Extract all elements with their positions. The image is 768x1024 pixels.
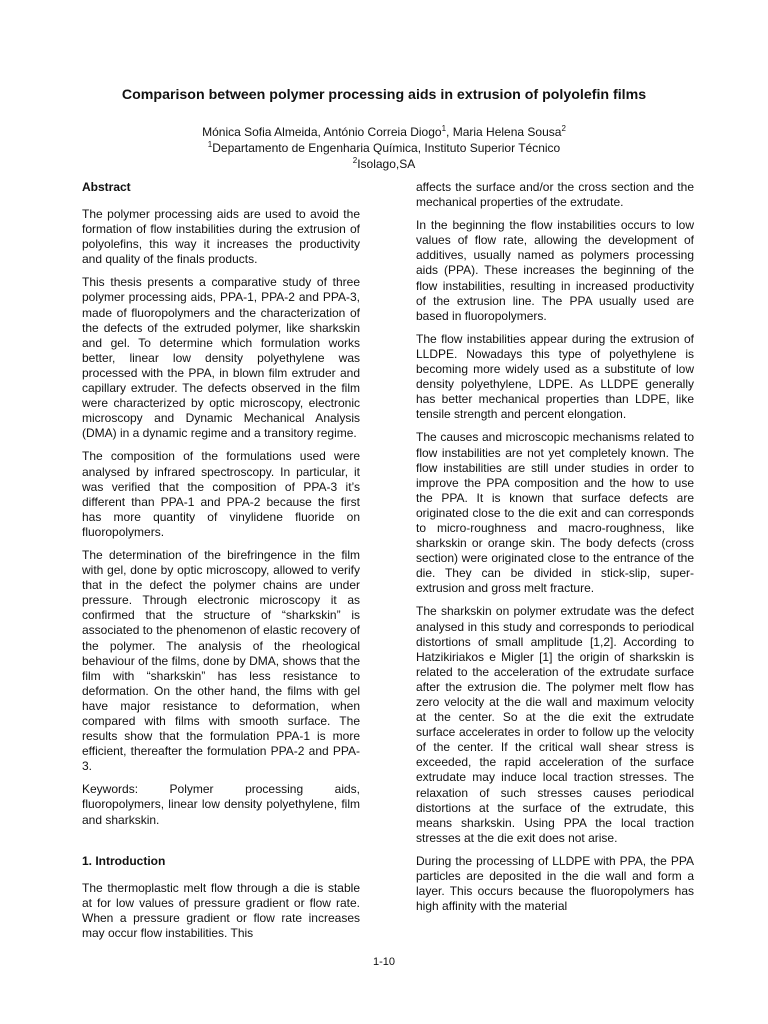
abstract-paragraph: The polymer processing aids are used to avoid the formation of flow instabilities during the extrusion of polyolefins, this way it increases the productivity and quality of the finals products. (82, 207, 360, 267)
body-paragraph: In the beginning the flow instabilities occurs to low values of flow rate, allowing the development of additives, usually named as polymers processing aids (PPA). These increases the beginning of the flow instabilities, resulting in increased productivity of the extrusion line. The PPA usually used are based in fluoropolymers. (416, 218, 694, 323)
body-paragraph: The sharkskin on polymer extrudate was the defect analysed in this study and corresponds to periodical distortions of small amplitude [1,2]. According to Hatzikiriakos e Migler [1] the origin of sharkskin is related to the acceleration of the extrudate surface after the extrusion die. The polymer melt flow has zero velocity at the die wall and maximum velocity at the center. So at the die exit the extrudate surface accelerates in order to follow up the velocity of the center. If the critical wall shear stress is exceeded, the rapid acceleration of the surface extrudate may induce local traction stresses. The relaxation of such stresses causes periodical distortions at the surface of the extrudate, this means sharkskin. Using PPA the local traction stresses at the die exit does not arise. (416, 604, 694, 845)
right-column (416, 180, 694, 922)
page-number: 1-10 (372, 956, 396, 968)
body-paragraph: The causes and microscopic mechanisms related to flow instabilities are not yet completely known. The flow instabilities are still under studies in order to improve the PPA composition and the how to use the PPA. It is known that surface defects are originated close to the die exit and can corresponds to micro-roughness and macro-roughness, like sharkskin or orange skin. The body defects (cross section) were originated close to the entrance of the die. They can be divided in stick-slip, super-extrusion and gross melt fracture. (416, 430, 694, 596)
introduction-paragraph: The thermoplastic melt flow through a die is stable at for low values of pressure gradient or flow rate. When a pressure gradient or flow rate increases may occur flow instabilities. This (82, 880, 360, 940)
affiliation-2: $^2$Isolago,SA (352, 156, 416, 171)
abstract-paragraph: This thesis presents a comparative study of three polymer processing aids, PPA-1, PPA-2 and PPA-3, made of fluoropolymers and the characterization of the defects of the extruded polymer, like sharkskin and gel. To determine which formulation works better, linear low density polyethylene was processed with the PPA, in blown film extruder and capillary extruder. The defects observed in the film were characterized by optic microscopy, electronic microscopy and Dynamic Mechanical Analysis (DMA) in a dynamic regime and a transitory regime. (82, 275, 360, 441)
author-names: Mónica Sofia Almeida, António Correia Diogo$^1$, Maria Helena Sousa$^2$ (202, 124, 566, 139)
author-block (0, 124, 768, 172)
paper-title: Comparison between polymer processing aids in extrusion of polyolefin films (121, 87, 647, 103)
affiliation-1: $^1$Departamento de Engenharia Química, Instituto Superior Técnico (207, 140, 561, 155)
body-paragraph: During the processing of LLDPE with PPA, the PPA particles are deposited in the die wall and form a layer. This occurs because the fluoropolymers has high affinity with the material (416, 853, 694, 914)
left-column (82, 180, 360, 949)
abstract-paragraph: The determination of the birefringence in the film with gel, done by optic microscopy, allowed to verify that in the defect the polymer chains are under pressure. Through electronic microscopy it as confirmed that the structure of “sharkskin” is associated to the phenomenon of elastic recovery of the polymer. The analysis of the rheological behaviour of the films, done by DMA, shows that the film with “sharkskin” has less resistance to deformation. On the other hand, the films with gel have major resistance to deformation, when compared with films with smooth surface. The results show that the formulation PPA-1 is more efficient, thereafter the formulation PPA-2 and PPA-3. (82, 547, 360, 774)
body-paragraph: affects the surface and/or the cross section and the mechanical properties of the extrudate. (416, 180, 694, 210)
keywords: Keywords: Polymer processing aids, fluoropolymers, linear low density polyethylene, film and sharkskin. (82, 782, 360, 827)
abstract-heading: Abstract (82, 180, 131, 194)
introduction-heading: 1. Introduction (82, 853, 166, 868)
body-paragraph: The flow instabilities appear during the extrusion of LLDPE. Nowadays this type of polyethylene is becoming more widely used as a substitute of low density polyethylene, LDPE. As LLDPE generally has better mechanical properties than LDPE, like tensile strength and percent elongation. (416, 331, 694, 422)
abstract-paragraph: The composition of the formulations used were analysed by infrared spectroscopy. In particular, it was verified that the composition of PPA-3 it’s different than PPA-1 and PPA-2 because the first has more quantity of vinylidene fluoride on fluoropolymers. (82, 449, 360, 539)
